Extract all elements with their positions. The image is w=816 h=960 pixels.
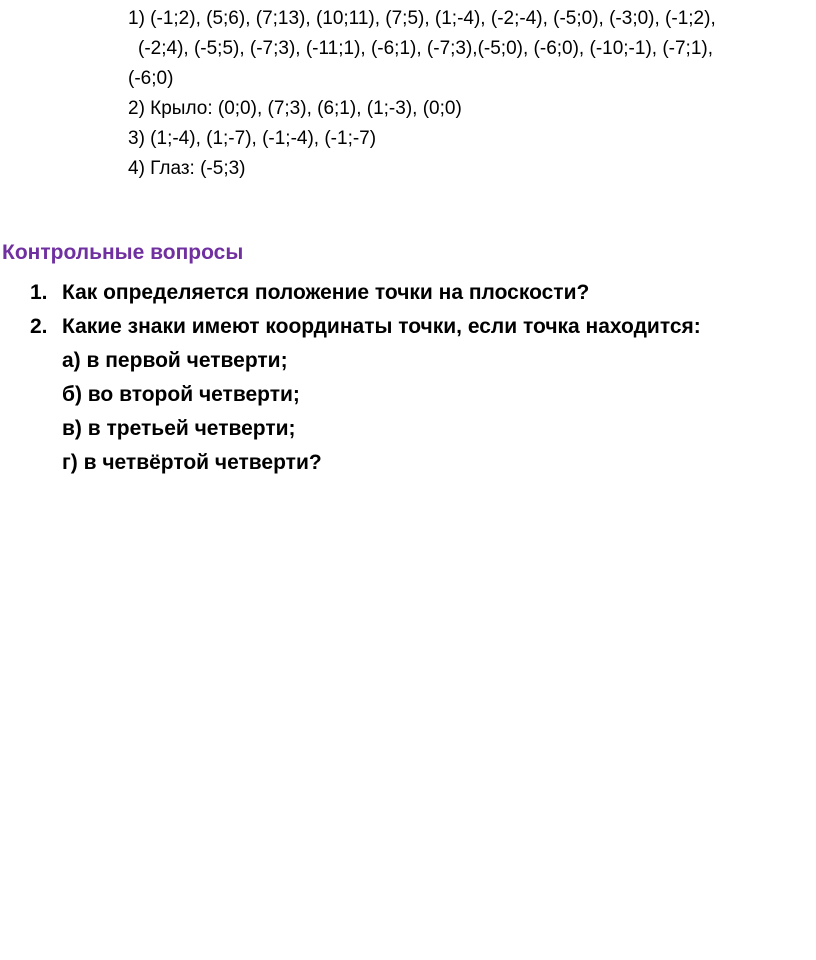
control-questions-list — [0, 276, 701, 480]
question-2-option-a: а) в первой четверти; — [62, 349, 288, 372]
question-2-number: 2. — [30, 315, 48, 338]
control-questions-title: Контрольные вопросы — [2, 241, 244, 264]
question-2-option-b: б) во второй четверти; — [62, 383, 300, 406]
question-2-option-d: г) в четвёртой четверти? — [62, 451, 322, 474]
coordinates-item-1-line-2: (-2;4), (-5;5), (-7;3), (-11;1), (-6;1), (-7;3),(-5;0), (-6;0), (-10;-1), (-7;1), — [138, 38, 714, 59]
coordinates-item-1-line-3: (-6;0) — [128, 68, 174, 89]
coordinates-item-3: 3) (1;-4), (1;-7), (-1;-4), (-1;-7) — [128, 128, 377, 149]
question-2 — [0, 310, 701, 344]
coordinates-item-4-eye: 4) Глаз: (-5;3) — [128, 158, 246, 179]
coordinates-item-2-wing: 2) Крыло: (0;0), (7;3), (6;1), (1;-3), (0;0) — [128, 98, 462, 119]
coordinates-list — [128, 4, 812, 184]
question-2-option-c: в) в третьей четверти; — [62, 417, 296, 440]
question-1-number: 1. — [30, 281, 48, 304]
question-1 — [0, 276, 701, 310]
question-2-text: Какие знаки имеют координаты точки, если точка находится: — [62, 315, 701, 338]
question-1-text: Как определяется положение точки на плоскости? — [62, 281, 590, 304]
coordinates-item-1-line-1: 1) (-1;2), (5;6), (7;13), (10;11), (7;5), (1;-4), (-2;-4), (-5;0), (-3;0), (-1;2), — [128, 8, 716, 29]
